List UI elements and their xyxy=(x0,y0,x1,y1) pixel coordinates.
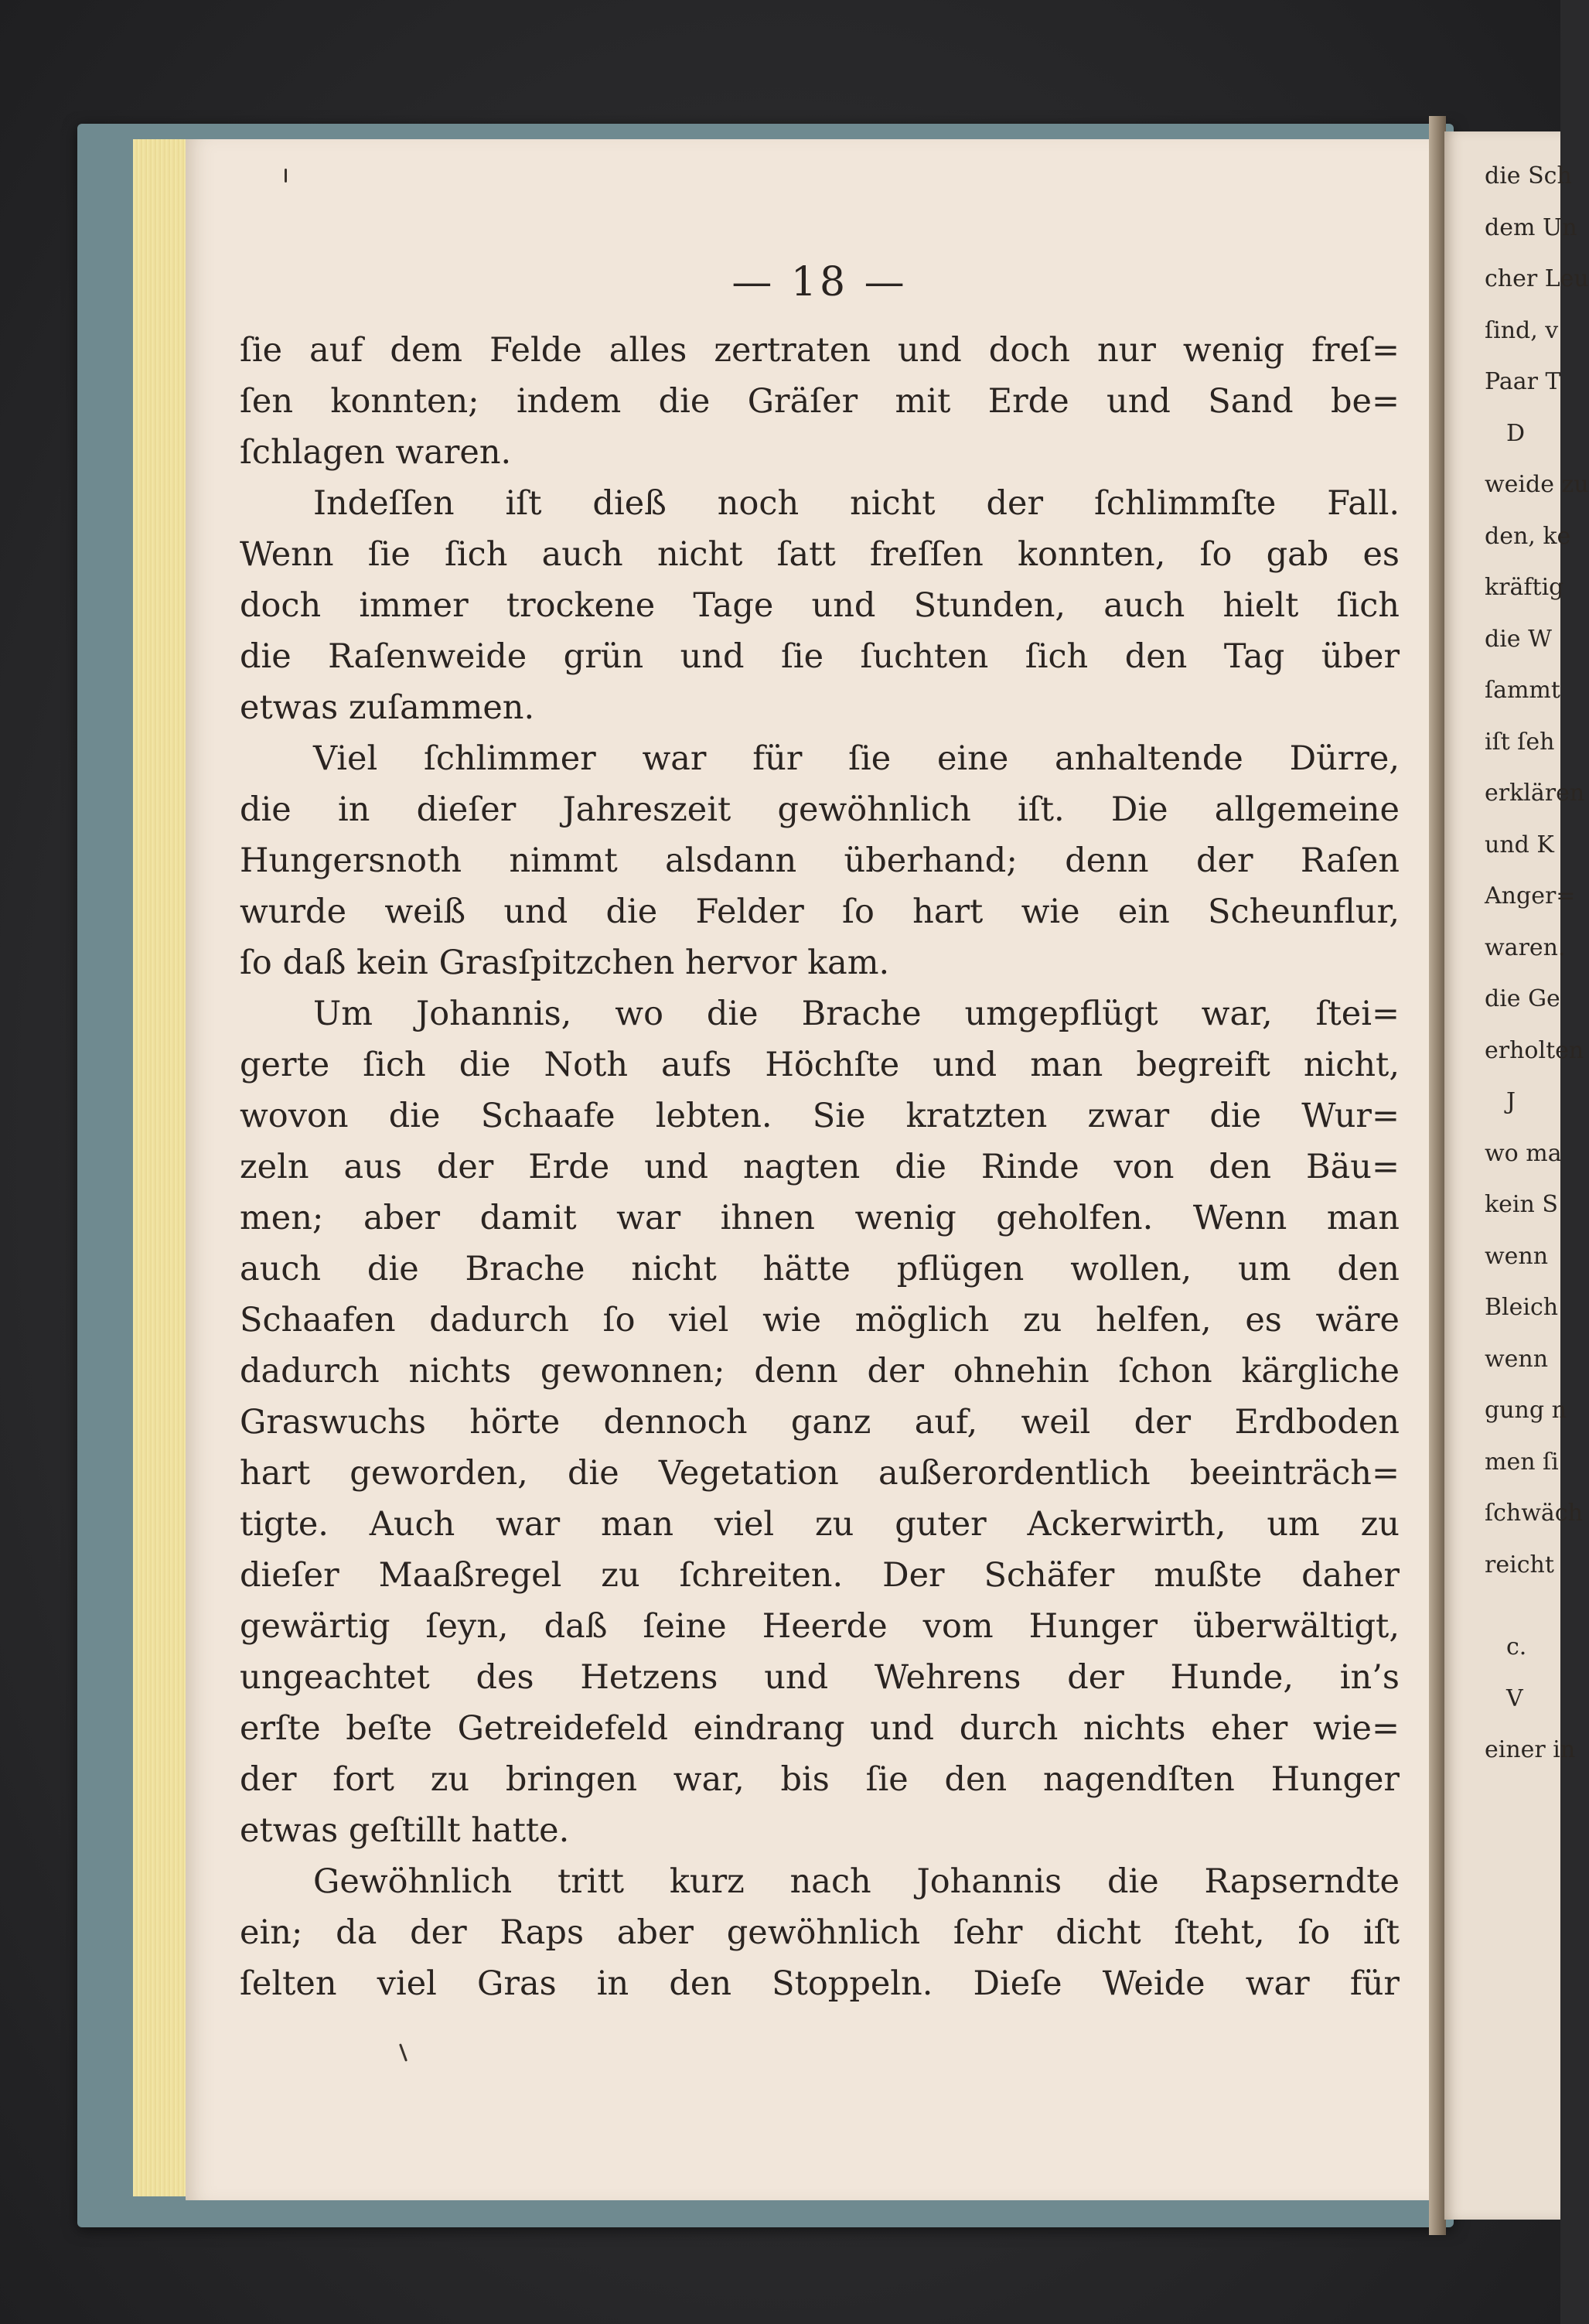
ink-speck xyxy=(285,169,287,183)
text-line: etwas geſtillt hatte. xyxy=(240,1811,570,1850)
next-page-line: Bleich xyxy=(1485,1294,1559,1321)
next-page-line: wenn xyxy=(1485,1242,1549,1270)
next-page-line: gung n xyxy=(1485,1397,1567,1424)
text-line: ſchlagen waren. xyxy=(240,433,512,472)
next-page-line: Anger= xyxy=(1485,882,1576,909)
next-page-line: ſchwäch xyxy=(1485,1500,1583,1527)
next-page-line: iſt ſeh xyxy=(1485,728,1555,756)
page-number: — 18 — xyxy=(731,259,908,305)
text-line: ſo daß kein Grasſpitzchen hervor kam. xyxy=(240,944,890,982)
next-page-line: erklären xyxy=(1485,780,1585,807)
next-page-line: men ſi xyxy=(1485,1448,1559,1476)
next-page-line: wenn xyxy=(1485,1345,1549,1373)
text-line: etwas zuſammen. xyxy=(240,688,535,727)
text-line: doch immer trockene Tage und Stunden, auch hielt ſich xyxy=(240,586,1400,625)
text-line: dadurch nichts gewonnen; denn der ohnehin ſchon kärgliche xyxy=(240,1352,1400,1391)
next-page-line: erholten xyxy=(1485,1036,1584,1064)
next-page-line: V xyxy=(1506,1684,1523,1712)
text-line: der fort zu bringen war, bis ſie den nagendſten Hunger xyxy=(240,1760,1400,1799)
next-page-line: die Sch xyxy=(1485,162,1572,189)
next-page-line: c. xyxy=(1506,1633,1527,1660)
next-page-line: weide zu xyxy=(1485,471,1589,498)
next-page-line: kein S xyxy=(1485,1191,1558,1218)
text-line: erſte beſte Getreidefeld eindrang und durch nichts eher wie= xyxy=(240,1709,1400,1748)
next-page-line: und K xyxy=(1485,831,1554,858)
next-page-line: ſammt xyxy=(1485,677,1560,704)
text-line: Schaafen dadurch ſo viel wie möglich zu helfen, es wäre xyxy=(240,1301,1400,1339)
next-page-line: cher Leu xyxy=(1485,265,1589,292)
next-page-line: den, ke xyxy=(1485,522,1571,550)
text-line: ungeachtet des Hetzens und Wehrens der Hunde, in’s xyxy=(240,1658,1400,1697)
text-line: ſelten viel Gras in den Stoppeln. Dieſe Weide war für xyxy=(240,1964,1400,2003)
next-page-line: die W xyxy=(1485,625,1552,653)
next-page-line: reicht xyxy=(1485,1551,1554,1578)
text-line: tigte. Auch war man viel zu guter Ackerwirth, um zu xyxy=(240,1505,1400,1544)
book-gutter xyxy=(1429,116,1446,2235)
next-page-line: D xyxy=(1506,419,1526,447)
next-page-line: ſind, v xyxy=(1485,316,1559,344)
text-line: die Raſenweide grün und ſie ſuchten ſich den Tag über xyxy=(240,637,1400,676)
page-text xyxy=(240,325,1400,2009)
ink-speck xyxy=(399,2043,407,2062)
text-line: Indeſſen iſt dieß noch nicht der ſchlimmſte Fall. xyxy=(313,484,1400,523)
text-line: ein; da der Raps aber gewöhnlich ſehr dicht ſteht, ſo iſt xyxy=(240,1913,1400,1952)
next-page-line: wo ma xyxy=(1485,1139,1562,1167)
text-line: wurde weiß und die Felder ſo hart wie ein Scheunflur, xyxy=(240,892,1400,931)
next-page-line: dem Un xyxy=(1485,213,1577,241)
book-page-right-edge xyxy=(1444,131,1589,2220)
text-line: hart geworden, die Vegetation außerordentlich beeinträch= xyxy=(240,1454,1400,1493)
text-line: Gewöhnlich tritt kurz nach Johannis die Rapserndte xyxy=(313,1862,1400,1901)
text-line: Graswuchs hörte dennoch ganz auf, weil der Erdboden xyxy=(240,1403,1400,1442)
text-line: dieſer Maaßregel zu ſchreiten. Der Schäfer mußte daher xyxy=(240,1556,1400,1595)
next-page-line: J xyxy=(1506,1088,1516,1115)
text-line: gerte ſich die Noth aufs Höchſte und man begreift nicht, xyxy=(240,1046,1400,1084)
text-line: wovon die Schaafe lebten. Sie kratzten zwar die Wur= xyxy=(240,1097,1400,1135)
text-line: Wenn ſie ſich auch nicht ſatt freſſen konnten, ſo gab es xyxy=(240,535,1400,574)
text-line: men; aber damit war ihnen wenig geholfen. Wenn man xyxy=(240,1199,1400,1237)
text-line: Hungersnoth nimmt alsdann überhand; denn der Raſen xyxy=(240,841,1400,880)
text-line: zeln aus der Erde und nagten die Rinde von den Bäu= xyxy=(240,1148,1400,1186)
next-page-line: waren. xyxy=(1485,933,1566,961)
text-line: die in dieſer Jahreszeit gewöhnlich iſt. Die allgemeine xyxy=(240,790,1400,829)
text-line: gewärtig ſeyn, daß ſeine Heerde vom Hunger überwältigt, xyxy=(240,1607,1400,1646)
text-line: Viel ſchlimmer war für ſie eine anhaltende Dürre, xyxy=(313,739,1400,778)
text-line: ſen konnten; indem die Gräſer mit Erde und Sand be= xyxy=(240,382,1400,421)
text-line: auch die Brache nicht hätte pflügen wollen, um den xyxy=(240,1250,1400,1288)
text-line: ſie auf dem Felde alles zertraten und doch nur wenig freſ= xyxy=(240,331,1400,370)
next-page-line: Paar T xyxy=(1485,368,1561,395)
text-line: Um Johannis, wo die Brache umgepflügt war, ſtei= xyxy=(313,995,1400,1033)
next-page-line: kräftig xyxy=(1485,574,1564,601)
next-page-line: die Ge xyxy=(1485,985,1560,1012)
next-page-line: einer in xyxy=(1485,1736,1576,1763)
